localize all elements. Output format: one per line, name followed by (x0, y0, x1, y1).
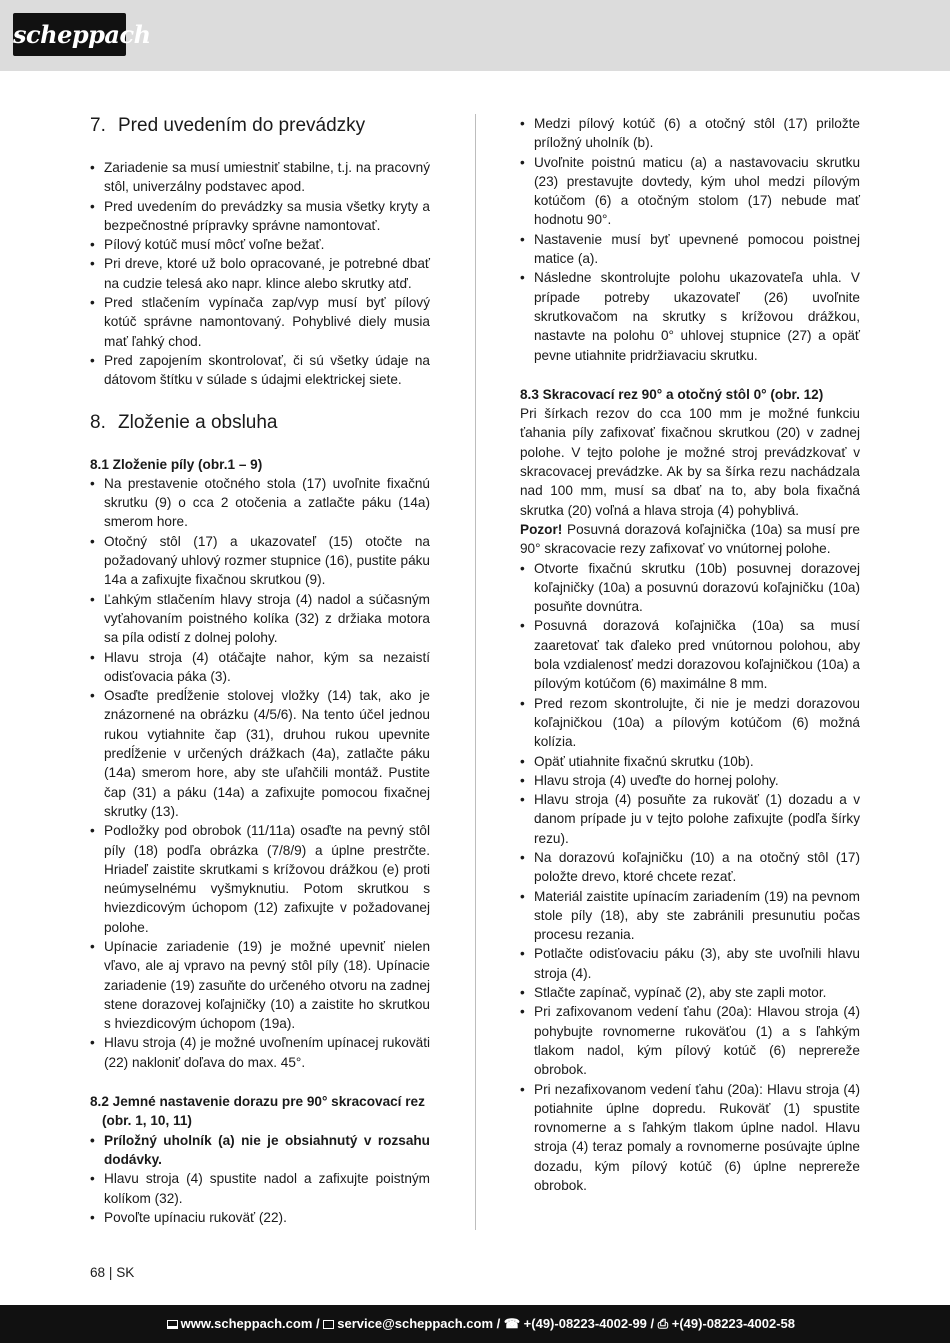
list-item: • Hlavu stroja (4) uveďte do hornej polohy. (520, 771, 860, 790)
list-item-bold: • Príložný uholník (a) nie je obsiahnutý v rozsahu dodávky. (90, 1131, 430, 1170)
subsection-8-1-heading: 8.1 Zloženie píly (obr.1 – 9) (90, 456, 263, 472)
list-item: • Na dorazovú koľajničku (10) a na otočný stôl (17) položte drevo, ktoré chcete rezať. (520, 848, 860, 887)
warning-label: Pozor! (520, 521, 563, 537)
subsection-8-2-heading: 8.2 Jemné nastavenie dorazu pre 90° skracovací rez (obr. 1, 10, 11) (90, 1094, 425, 1129)
list-item: • Zariadenie sa musí umiestniť stabilne, t.j. na pracovný stôl, univerzálny podstavec apod. (90, 158, 430, 197)
section-8-heading (90, 411, 430, 435)
list-item: • Hlavu stroja (4) otáčajte nahor, kým sa nezaistí odisťovacia páka (3). (90, 648, 430, 687)
list-item: • Pri dreve, ktoré už bolo opracované, je potrebné dbať na cudzie telesá ako napr. klince alebo skrutky atď. (90, 254, 430, 293)
list-item: • Upínacie zariadenie (19) je možné upevniť nielen vľavo, ale aj vpravo na pevný stôl píly (18). Upínacie zariadenie (19) zasuňte do určeného otvoru na zadnej stene dorazovej koľajničky (10) a zaistite ho skrutkou s hviezdicovým úchopom (19a). (90, 937, 430, 1033)
list-item: • Posuvná dorazová koľajnička (10a) sa musí zaaretovať tak ďaleko pred vnútornou polohou, aby bola vzdialenosť medzi dorazovou koľajničkou (10a) a pílovým kotúčom (6) maximálne 8 mm. (520, 616, 860, 693)
subsection-8-2-list-continued (520, 114, 860, 365)
computer-icon (167, 1320, 178, 1329)
column-divider (475, 114, 476, 1230)
list-item: • Otvorte fixačnú skrutku (10b) posuvnej dorazovej koľajničky (10a) a posuvnú dorazovú koľajničku (10a) posuňte dovnútra. (520, 559, 860, 617)
logo-text: scheppach (13, 20, 151, 49)
list-item: • Osaďte predĺženie stolovej vložky (14) tak, ako je znázornené na obrázku (4/5/6). Na tento účel jednou rukou vytiahnite čap (31), druhou rukou upevnite predĺženie v určených drážkach (4a), zatlačte páku (14a) smerom hore, aby ste uľahčili montáž. Pustite čap (31) a páku (14a) a zafixujte pomocou fixačnej skrutky (13). (90, 686, 430, 821)
list-item: • Pred uvedením do prevádzky sa musia všetky kryty a bezpečnostné prípravky správne namontovať. (90, 197, 430, 236)
brand-logo (13, 13, 151, 56)
list-item: • Nastavenie musí byť upevnené pomocou poistnej matice (a). (520, 230, 860, 269)
warning-paragraph (520, 520, 860, 559)
section-7-list (90, 158, 430, 390)
list-item: • Na prestavenie otočného stola (17) uvoľnite fixačnú skrutku (9) o cca 2 otočenia a zatlačte páku (14a) smerom hore. (90, 474, 430, 532)
mail-icon (323, 1320, 334, 1329)
list-item: • Stlačte zapínač, vypínač (2), aby ste zapli motor. (520, 983, 860, 1002)
phone-number: +(49)-08223-4002-99 (523, 1316, 647, 1331)
list-item: • Ľahkým stlačením hlavy stroja (4) nadol a súčasným vyťahovaním poistného kolíka (32) z držiaka motora sa píla odistí z dolnej polohy. (90, 590, 430, 648)
subsection-8-3-paragraph: Pri šírkach rezov do cca 100 mm je možné funkciu ťahania píly zafixovať fixačnou skrutkou (20) v zadnej polohe. V tejto polohe je možné stroj prevádzkovať v skracovacej prevádzke. Ak by sa šírka rezu nachádzala nad 100 mm, musí sa dbať na to, aby bola fixačná skrutka (20) voľná a hlava stroja (4) pohyblivá. (520, 406, 860, 518)
list-item: • Povoľte upínaciu rukoväť (22). (90, 1208, 430, 1227)
phone-icon: ☎ (503, 1316, 524, 1331)
subsection-8-2-list (90, 1131, 430, 1227)
header-bar (0, 0, 950, 71)
list-item: • Hlavu stroja (4) je možné uvoľnením upínacej rukoväti (22) nakloniť doľava do max. 45°. (90, 1033, 430, 1072)
section-number: 7. (90, 115, 106, 136)
list-item: • Pred rezom skontrolujte, či nie je medzi dorazovou koľajničkou (10a) a pílovým kotúčom (6) možná kolízia. (520, 694, 860, 752)
list-item: • Potlačte odisťovaciu páku (3), aby ste uvoľnili hlavu stroja (4). (520, 944, 860, 983)
separator: / (646, 1316, 658, 1331)
website-link[interactable]: www.scheppach.com (180, 1316, 313, 1331)
separator: / (312, 1316, 324, 1331)
fax-number: +(49)-08223-4002-58 (671, 1316, 795, 1331)
warning-text: Posuvná dorazová koľajnička (10a) sa musí pre 90° skracovacie rezy zafixovať vo vnútornej polohe. (520, 521, 860, 557)
list-item: • Podložky pod obrobok (11/11a) osaďte na pevný stôl píly (18) podľa obrázka (7/8/9) a úplne prestrčte. Hriadeľ zaistite skrutkami s krížovou drážkou (e) proti neúmyselnému vyšmyknutiu. Potom skrutkou s hviezdicovým úchopom (12) zafixujte v požadovanej polohe. (90, 821, 430, 937)
list-item: • Materiál zaistite upínacím zariadením (19) na pevnom stole píly (18), aby ste zabránili presunutiu počas procesu rezania. (520, 887, 860, 945)
email-link[interactable]: service@scheppach.com (337, 1316, 494, 1331)
subsection-8-1-list (90, 474, 430, 1072)
section-title: Zloženie a obsluha (118, 411, 278, 433)
list-item: • Hlavu stroja (4) spustite nadol a zafixujte poistným kolíkom (32). (90, 1169, 430, 1208)
section-number: 8. (90, 411, 106, 433)
list-item: • Pred stlačením vypínača zap/vyp musí byť pílový kotúč správne namontovaný. Pohyblivé diely musia mať ľahký chod. (90, 293, 430, 351)
list-item: • Hlavu stroja (4) posuňte za rukoväť (1) dozadu a v danom prípade ju v tejto polohe zafixujte (podľa šírky rezu). (520, 790, 860, 848)
list-item: • Pri nezafixovanom vedení ťahu (20a): Hlavu stroja (4) potiahnite úplne dopredu. Rukoväť (1) spustite rovnomerne a s ľahkým tlakom úplne nadol. Hlavu stroja (4) teraz pomaly a rovnomerne posúvajte úplne dozadu, kým pílový kotúč (6) úplne neprereže obrobok. (520, 1080, 860, 1196)
list-item: • Opäť utiahnite fixačnú skrutku (10b). (520, 752, 860, 771)
list-item: • Následne skontrolujte polohu ukazovateľa uhla. V prípade potreby ukazovateľ (26) uvoľnite skrutkovačom na skrutky s krížovou drážkou, nastavte na polohu 0° uhlovej stupnice (27) a opäť pevne utiahnite pridržiavaciu skrutku. (520, 268, 860, 364)
list-item: • Uvoľnite poistnú maticu (a) a nastavovaciu skrutku (23) prestavujte dovtedy, kým uhol medzi pílovým kotúčom (6) a otočným stolom (17) nebude mať hodnotu 90°. (520, 153, 860, 230)
list-item: • Pred zapojením skontrolovať, či sú všetky údaje na dátovom štítku v súlade s údajmi elektrickej siete. (90, 351, 430, 390)
footer-contacts (167, 1316, 795, 1332)
list-item: • Pílový kotúč musí môcť voľne bežať. (90, 235, 430, 254)
fax-icon: ⎙ (657, 1316, 672, 1331)
separator: / (493, 1316, 504, 1331)
footer-bar (0, 1305, 950, 1343)
right-column (520, 114, 860, 1195)
subsection-8-3-heading: 8.3 Skracovací rez 90° a otočný stôl 0° (obr. 12) (520, 386, 824, 402)
section-title: Pred uvedením do prevádzky (118, 115, 366, 136)
section-7-heading (90, 114, 430, 138)
left-column (90, 114, 430, 1227)
list-item: • Pri zafixovanom vedení ťahu (20a): Hlavou stroja (4) pohybujte rovnomerne rukoväťou (1) a s ľahkým tlakom nadol, kým pílový kotúč (6) neprereže obrobok. (520, 1002, 860, 1079)
subsection-8-3-list (520, 559, 860, 1196)
list-item: • Otočný stôl (17) a ukazovateľ (15) otočte na požadovaný uhlový rozmer stupnice (16), pustite páku 14a a zafixujte fixačnou skrutkou (9). (90, 532, 430, 590)
page-number: 68 | SK (90, 1265, 135, 1280)
list-item: • Medzi pílový kotúč (6) a otočný stôl (17) priložte príložný uholník (b). (520, 114, 860, 153)
